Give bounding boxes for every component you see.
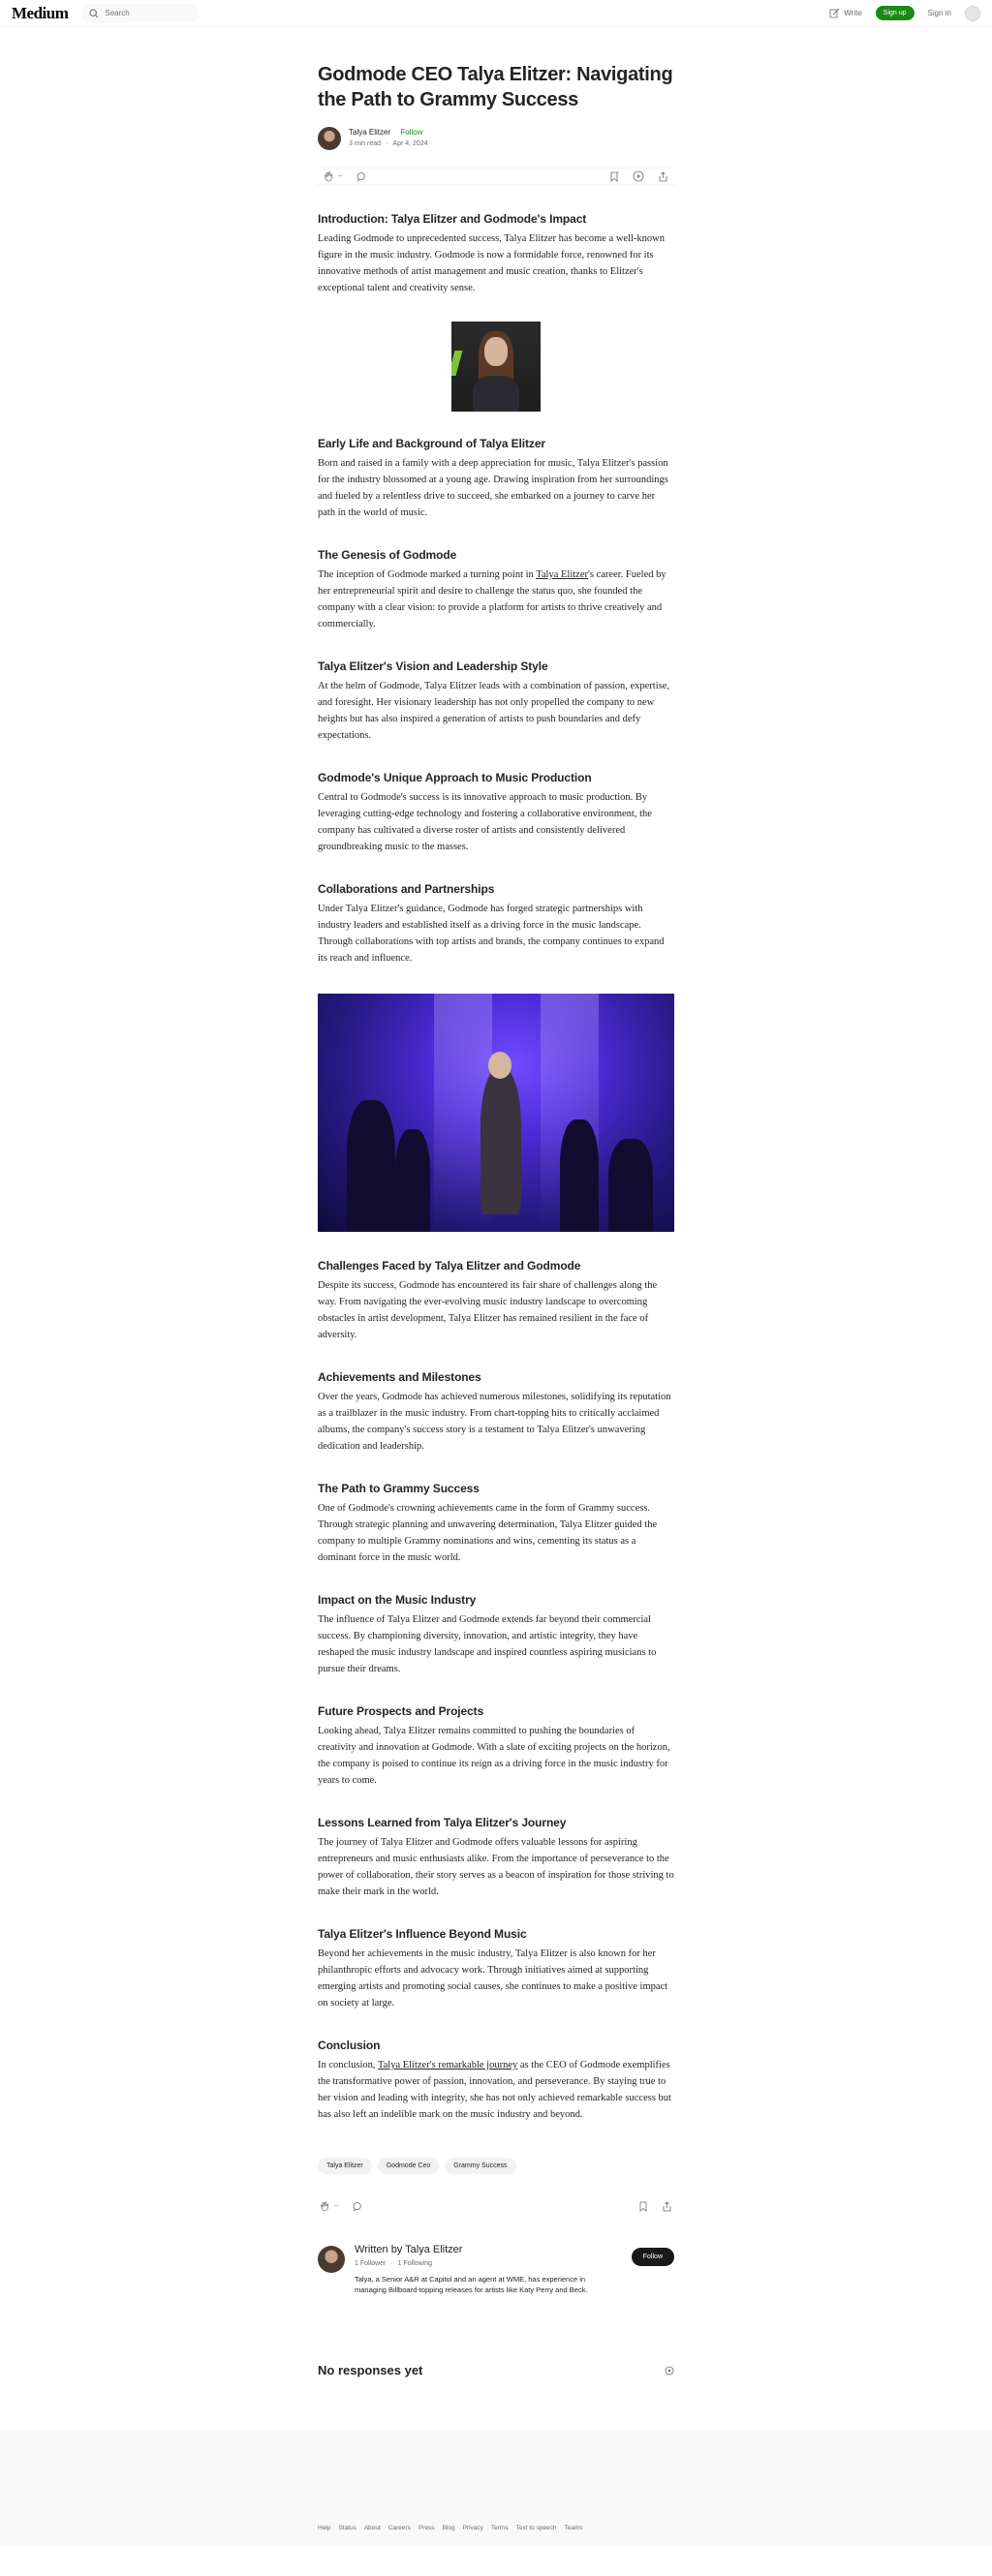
writer-card — [318, 2244, 674, 2295]
bookmark-icon[interactable] — [609, 171, 619, 182]
footer-link[interactable]: About — [363, 2525, 381, 2531]
article-title: Godmode CEO Talya Elitzer: Navigating the Path to Grammy Success — [318, 64, 673, 110]
listen-icon[interactable] — [633, 170, 644, 182]
nav-actions — [829, 6, 980, 21]
section-paragraph: The influence of Talya Elitzer and Godmode extends far beyond their commercial success. By championing diversity, innovation, and artistic integrity, they have reshaped the music industry landscape and inspired countless aspiring musicians to pursue their dreams. — [318, 1614, 657, 1674]
publish-date: · Apr 4, 2024 — [381, 140, 428, 147]
signin-link[interactable]: Sign in — [927, 9, 951, 17]
footer-link[interactable]: Text to speech — [515, 2525, 557, 2531]
footer-link[interactable]: Teams — [564, 2525, 583, 2531]
bottom-action-bar — [318, 2197, 674, 2215]
write-icon — [829, 8, 840, 18]
section-paragraph: The journey of Talya Elitzer and Godmode offers valuable lessons for aspiring entrepreneurs and music enthusiasts alike. From the importance of perseverance to the power of collaboration, their story serves as a beacon of inspiration for those striving to make their mark in the world. — [318, 1837, 674, 1897]
search-input[interactable] — [105, 9, 192, 17]
section-paragraph: Leading Godmode to unprecedented success, Talya Elitzer has become a well-known figure in the music industry. Godmode is now a formidable force, renowned for its innovative methods of artist management and music creation, thanks to Elitzer's exceptional talent and creativity sense. — [318, 233, 665, 293]
author-avatar[interactable] — [318, 127, 341, 150]
section-paragraph: Central to Godmode's success is its innovative approach to music production. By leveraging cutting-edge technology and fostering a collaborative environment, the company has cultivated a diverse roster of artists and consistently delivered groundbreaking music to the masses. — [318, 792, 652, 852]
follow-button[interactable]: Follow — [632, 2248, 674, 2266]
author-link[interactable]: Talya Elitzer — [536, 569, 588, 580]
section-paragraph: Despite its success, Godmode has encountered its fair share of challenges along the way. From navigating the ever-evolving music industry landscape to overcoming obstacles in artist development, Talya Elitzer has remained resilient in the face of adversity. — [318, 1280, 658, 1340]
author-portrait-image — [451, 322, 541, 412]
page-footer — [0, 2430, 992, 2546]
section-heading: Challenges Faced by Talya Elitzer and Godmode — [318, 1259, 581, 1273]
article-action-bar — [318, 168, 674, 185]
search-icon — [89, 9, 99, 18]
section-heading: Introduction: Talya Elitzer and Godmode's Impact — [318, 212, 587, 226]
footer-link[interactable]: Privacy — [462, 2525, 483, 2531]
write-button[interactable] — [829, 8, 862, 18]
share-icon[interactable] — [658, 171, 668, 182]
section-heading: The Genesis of Godmode — [318, 548, 457, 562]
clap-count: -- — [334, 2202, 339, 2210]
tag-list — [318, 2158, 674, 2174]
info-icon[interactable] — [665, 2366, 674, 2376]
footer-link[interactable]: Terms — [490, 2525, 509, 2531]
user-avatar-icon[interactable] — [965, 6, 980, 21]
clap-button[interactable] — [320, 2201, 330, 2212]
section-heading: Conclusion — [318, 2039, 381, 2052]
section-paragraph: Born and raised in a family with a deep appreciation for music, Talya Elitzer's passion for the industry blossomed at a young age. Drawing inspiration from her surroundings and fueled by a relentless drive to succeed, she embarked on a journey to carve her path in the world of music. — [318, 458, 668, 518]
writer-stats — [355, 2260, 622, 2267]
tag-chip[interactable]: Talya Elitzer — [318, 2158, 372, 2174]
section-paragraph: One of Godmode's crowning achievements came in the form of Grammy success. Through strategic planning and unwavering determination, Talya Elitzer guided the company to multiple Grammy nominations and wins, cementing its status as a dominant force in the music world. — [318, 1503, 658, 1563]
tag-chip[interactable]: Godmode Ceo — [378, 2158, 440, 2174]
footer-links — [318, 2525, 583, 2531]
article — [318, 27, 674, 2377]
section-heading: Future Prospects and Projects — [318, 1704, 484, 1718]
writer-avatar[interactable] — [318, 2246, 345, 2273]
concert-stage-image — [318, 994, 674, 1232]
following-count[interactable]: · 1 Following — [386, 2260, 432, 2267]
writer-bio: Talya, a Senior A&R at Capitol and an agent at WME, has experience in managing Billboard-topping releases for artists like Katy Perry and Beck. — [355, 2275, 588, 2294]
article-meta — [349, 138, 428, 150]
footer-link[interactable]: Help — [318, 2525, 331, 2531]
top-nav — [0, 0, 992, 27]
responses-title: No responses yet — [318, 2363, 423, 2377]
section-heading: Achievements and Milestones — [318, 1370, 481, 1384]
section-heading: Collaborations and Partnerships — [318, 882, 495, 896]
author-name[interactable]: Talya Elitzer — [349, 128, 391, 137]
responses-section — [318, 2363, 674, 2377]
footer-link[interactable]: Press — [418, 2525, 435, 2531]
write-label: Write — [844, 9, 862, 17]
signup-button[interactable]: Sign up — [876, 6, 914, 20]
read-time: 3 min read — [349, 140, 382, 147]
section-paragraph: In conclusion, Talya Elitzer's remarkable journey as the CEO of Godmode exemplifies the transformative power of passion, innovation, and perseverance. By staying true to her vision and leading with integrity, she has not only achieved remarkable success but has also left an indelible mark on the music industry and beyond. — [318, 2060, 671, 2120]
comment-icon[interactable] — [353, 2201, 363, 2212]
footer-link[interactable]: Status — [338, 2525, 356, 2531]
section-heading: Early Life and Background of Talya Elitzer — [318, 437, 545, 450]
clap-count: -- — [338, 172, 343, 180]
clap-icon — [324, 171, 334, 182]
footer-link[interactable]: Careers — [388, 2525, 411, 2531]
journey-link[interactable]: Talya Elitzer's remarkable journey — [377, 2060, 518, 2070]
section-heading: Impact on the Music Industry — [318, 1593, 477, 1607]
section-paragraph: The inception of Godmode marked a turning point in Talya Elitzer's career. Fueled by her entrepreneurial spirit and desire to challenge the status quo, she founded the company with a clear vision: to provide a platform for artists to thrive creatively and commercially. — [318, 569, 666, 629]
clap-icon — [320, 2201, 330, 2212]
tag-chip[interactable]: Grammy Success — [445, 2158, 515, 2174]
section-heading: Godmode's Unique Approach to Music Production — [318, 771, 592, 784]
bookmark-icon[interactable] — [638, 2201, 648, 2212]
section-heading: Lessons Learned from Talya Elitzer's Journey — [318, 1816, 567, 1829]
section-paragraph: Over the years, Godmode has achieved numerous milestones, solidifying its reputation as a trailblazer in the music industry. From chart-topping hits to critically acclaimed albums, the company's success story is a testament to Talya Elitzer's unwavering dedication and leadership. — [318, 1392, 671, 1452]
section-paragraph: Looking ahead, Talya Elitzer remains committed to pushing the boundaries of creativity and innovation at Godmode. With a slate of exciting projects on the horizon, the company is poised to continue its reign as a driving force in the music industry for years to come. — [318, 1726, 670, 1786]
follower-count[interactable]: 1 Follower — [355, 2260, 387, 2267]
section-paragraph: At the helm of Godmode, Talya Elitzer leads with a combination of passion, expertise, and foresight. Her visionary leadership has not only propelled the company to new heights but has also inspired a generation of artists to push boundaries and defy expectations. — [318, 681, 669, 741]
comment-icon[interactable] — [356, 171, 367, 182]
medium-logo[interactable]: Medium — [12, 3, 69, 22]
follow-link[interactable]: Follow — [400, 128, 423, 137]
writer-name[interactable]: Written by Talya Elitzer — [355, 2244, 463, 2255]
byline — [318, 127, 674, 150]
share-icon[interactable] — [662, 2201, 672, 2212]
section-heading: Talya Elitzer's Influence Beyond Music — [318, 1927, 527, 1941]
clap-button[interactable] — [324, 171, 334, 182]
footer-link[interactable]: Blog — [442, 2525, 455, 2531]
search-box[interactable] — [81, 4, 200, 23]
section-paragraph: Beyond her achievements in the music industry, Talya Elitzer is also known for her philanthropic efforts and advocacy work. Through initiatives aimed at supporting emerging artists and promoting social causes, she continues to make a positive impact on society at large. — [318, 1948, 668, 2009]
section-heading: Talya Elitzer's Vision and Leadership Style — [318, 659, 548, 673]
section-paragraph: Under Talya Elitzer's guidance, Godmode has forged strategic partnerships with industry leaders and established itself as a driving force in the music landscape. Through collaborations with top artists and brands, the company continues to expand its reach and influence. — [318, 904, 665, 964]
section-heading: The Path to Grammy Success — [318, 1482, 480, 1495]
